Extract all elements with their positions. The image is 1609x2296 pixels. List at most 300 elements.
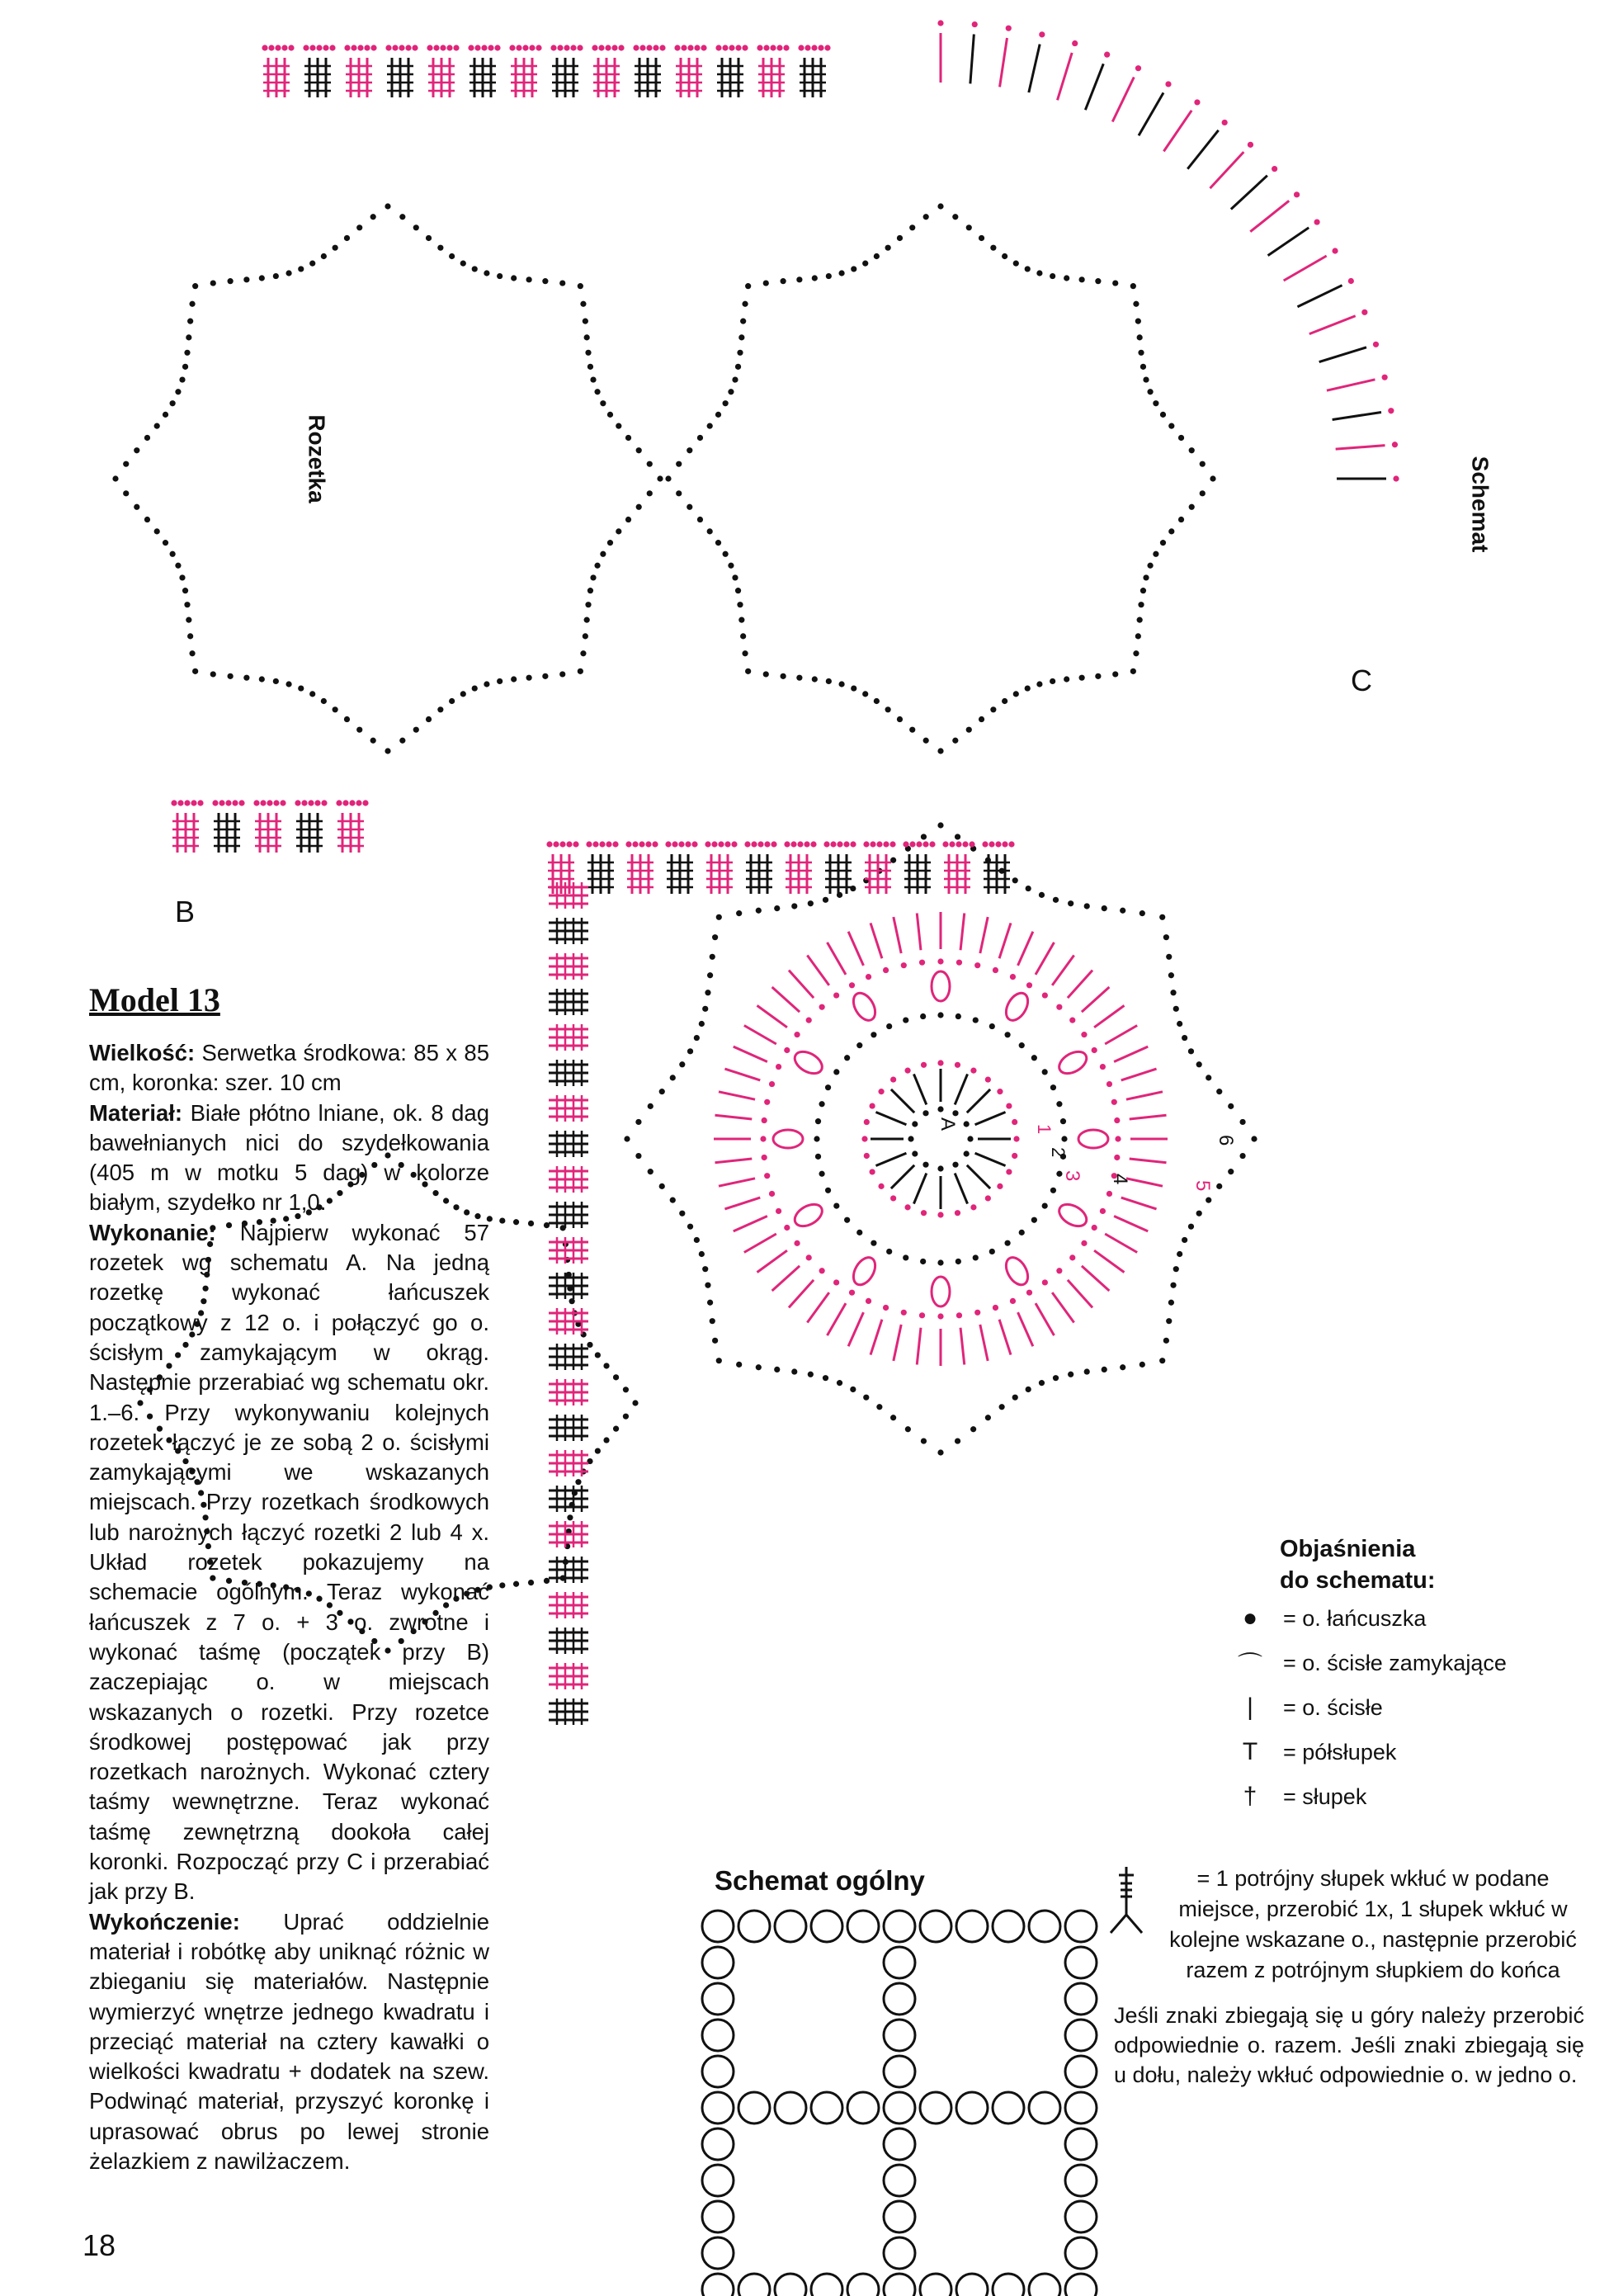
execution-paragraph [89, 1218, 489, 1907]
chain-dot [1163, 1338, 1169, 1344]
chain-dot [1222, 120, 1228, 125]
chain-dot [921, 1210, 927, 1216]
chain-dot [1006, 1169, 1012, 1174]
chain-dot [955, 1062, 960, 1068]
chain-dot [705, 1283, 710, 1288]
stitch-mark [917, 1328, 921, 1365]
chain-dot [1010, 1298, 1016, 1304]
chain-dot [238, 800, 244, 805]
legend-title [1280, 1533, 1580, 1596]
chain-dot [1102, 1367, 1107, 1372]
chain-dot [1100, 1208, 1106, 1214]
rosette-circle [1065, 1947, 1097, 1978]
chain-dot [437, 245, 443, 251]
legend-row-slip [1234, 1641, 1580, 1685]
rosette-circle [702, 2020, 734, 2051]
chain-dot [189, 301, 195, 307]
chain-dot [585, 602, 591, 607]
stitch-mark [913, 1074, 926, 1104]
chain-dot [985, 1195, 991, 1201]
chain-dot [1206, 1198, 1211, 1203]
stitch-mark [1068, 1280, 1092, 1307]
chain-dot [607, 412, 613, 418]
chain-dot [1159, 1358, 1165, 1363]
chain-dot [687, 447, 692, 453]
chain-dot [370, 45, 376, 50]
chain-dot [955, 1259, 961, 1264]
chain-dot [856, 1230, 862, 1235]
stitch-mark [1187, 130, 1218, 169]
chain-dot [426, 716, 432, 722]
chain-dot [1114, 1117, 1120, 1123]
chain-dot [295, 800, 300, 805]
chain-dot [267, 800, 272, 805]
stitch-mark [1336, 446, 1385, 449]
chain-dot [874, 253, 880, 259]
chain-dot [460, 691, 466, 697]
chain-dot [878, 1089, 884, 1094]
chain-dot [580, 301, 586, 307]
chain-dot [937, 1060, 943, 1065]
chain-dot [351, 45, 356, 50]
chain-dot [1004, 1032, 1010, 1037]
chain-dot [969, 841, 974, 847]
legend-row-half-double [1234, 1730, 1580, 1774]
stitch-mark [789, 1280, 814, 1307]
chain-dot [522, 45, 528, 50]
chain-dot [676, 461, 682, 467]
chain-dot [1092, 1225, 1097, 1231]
chain-dot [595, 1352, 601, 1358]
chain-dot [757, 841, 763, 847]
chain-dot [833, 1069, 839, 1075]
rosette-circle [811, 1911, 842, 1942]
chain-dot [1042, 1069, 1048, 1075]
chain-dot [724, 841, 730, 847]
chain-dot [937, 1449, 943, 1455]
chain-dot [1393, 475, 1399, 481]
chain-dot [798, 45, 804, 50]
rosette-circle [956, 2092, 988, 2124]
chain-dot [794, 1240, 800, 1246]
chain-dot [797, 841, 803, 847]
chain-dot [912, 1150, 918, 1156]
chain-dot [179, 376, 185, 382]
chain-dot [870, 1169, 875, 1174]
chain-dot [722, 45, 728, 50]
rosette-circle [811, 2092, 842, 2124]
chain-dot [942, 841, 948, 847]
chain-dot [864, 1153, 870, 1159]
chain-dot [392, 45, 398, 50]
chain-dot [912, 1121, 918, 1127]
chain-dot [481, 45, 487, 50]
chain-dot [536, 45, 541, 50]
chain-dot [819, 1004, 825, 1010]
chain-dot [665, 475, 671, 481]
chain-dot [979, 235, 984, 241]
chain-dot [985, 1415, 991, 1420]
chain-dot [323, 45, 328, 50]
chain-dot [1182, 1035, 1187, 1041]
chain-dot [833, 992, 839, 998]
chain-dot [718, 841, 724, 847]
chain-dot [715, 45, 721, 50]
chain-dot [1026, 982, 1032, 988]
chain-dot [921, 834, 927, 839]
chain-dot [740, 319, 746, 324]
chain-dot [192, 668, 198, 674]
stitch-mark [1018, 1312, 1033, 1346]
chain-dot [889, 841, 895, 847]
chain-dot [175, 389, 181, 394]
slip-stitch-closing-icon: ⌒ [1238, 1652, 1262, 1679]
stitch-mark [734, 1046, 767, 1061]
chain-dot [997, 1089, 1003, 1094]
chain-dot [909, 727, 915, 733]
chain-dot [757, 45, 762, 50]
chain-dot [1039, 31, 1045, 37]
chain-dot [399, 214, 405, 220]
stitch-mark [1029, 45, 1040, 92]
chain-dot [843, 841, 849, 847]
chain-dot [742, 45, 748, 50]
chain-dot [1182, 1237, 1187, 1243]
chain-dot [301, 800, 307, 805]
chain-dot [791, 903, 797, 909]
chain-dot [468, 45, 474, 50]
rosette-motif-a [714, 912, 1168, 1366]
chain-dot [729, 45, 734, 50]
chain-dot [171, 800, 177, 805]
chain-dot [825, 1188, 831, 1193]
chain-dot [1135, 633, 1141, 639]
chain-dot [542, 673, 548, 679]
chain-dot [1143, 574, 1149, 580]
chain-dot [876, 1404, 882, 1410]
chain-dot [1012, 877, 1018, 883]
chain-dot [784, 1047, 790, 1053]
chain-dot [1010, 974, 1016, 980]
chain-dot [163, 412, 168, 418]
chain-dot [970, 1068, 976, 1074]
chain-dot [990, 706, 996, 712]
chain-dot [810, 841, 816, 847]
chain-dot [484, 681, 489, 687]
chain-dot [883, 841, 889, 847]
chain-dot [760, 1136, 766, 1141]
chain-dot [916, 841, 922, 847]
chain-dot [922, 841, 928, 847]
chain-dot [697, 435, 703, 441]
stitch-mark [1126, 1092, 1163, 1099]
chain-dot [1012, 1119, 1017, 1125]
chain-dot [569, 1298, 575, 1304]
chain-dot [769, 1191, 775, 1197]
rosette-circle [738, 1911, 770, 1942]
stitch-mark [1139, 92, 1163, 135]
chain-dot [511, 676, 517, 682]
chain-dot [1111, 1099, 1117, 1105]
chain-dot [1095, 278, 1101, 284]
chain-dot [210, 671, 216, 677]
chain-dot [1166, 1318, 1172, 1324]
chain-dot [553, 841, 559, 847]
chain-dot [830, 841, 836, 847]
chain-dot [526, 276, 532, 282]
stitch-mark [1250, 201, 1289, 231]
chain-dot [883, 967, 889, 973]
rozetka-label: Rozetka [304, 414, 330, 503]
chain-dot [776, 1208, 781, 1214]
chain-dot [623, 1387, 629, 1392]
chain-dot [1102, 905, 1107, 911]
chain-dot [712, 1338, 718, 1344]
stitch-mark [891, 1165, 914, 1188]
chain-dot [904, 1204, 910, 1210]
chain-dot [745, 668, 751, 674]
chain-dot [833, 1202, 839, 1208]
chain-dot [1194, 99, 1200, 105]
stitch-mark [848, 932, 863, 966]
rosette-circle [702, 2092, 734, 2124]
chain-dot [1228, 1169, 1234, 1174]
chain-dot [399, 738, 405, 744]
chain-dot [1064, 676, 1069, 682]
chain-dot [728, 563, 734, 569]
chain-dot [763, 45, 769, 50]
chain-dot [890, 1195, 896, 1201]
chain-dot [1135, 319, 1141, 324]
chain-dot [955, 1438, 960, 1443]
chain-dot [905, 1426, 911, 1432]
chain-dot [707, 972, 713, 978]
rosette-circle [956, 2274, 988, 2296]
chain-dot [967, 1136, 973, 1141]
chain-dot [575, 1479, 581, 1485]
chain-dot [1140, 364, 1146, 370]
chain-dot [253, 800, 259, 805]
petal-mark [773, 1130, 803, 1148]
chain-dot [702, 1266, 708, 1272]
chain-dot [243, 276, 249, 282]
chain-dot [578, 283, 583, 289]
chain-dot [885, 245, 891, 251]
stitch-mark [891, 1089, 914, 1113]
stitch-mark [1036, 942, 1055, 975]
chain-dot [1039, 892, 1045, 898]
chain-dot [784, 1225, 790, 1231]
petal-mark [1002, 1254, 1032, 1288]
chain-dot [1361, 309, 1367, 315]
legend-title-line2: do schematu: [1280, 1567, 1436, 1594]
chain-dot [764, 1099, 770, 1105]
chain-dot [710, 1318, 715, 1324]
chain-dot [1147, 563, 1153, 569]
chain-dot [1166, 954, 1172, 960]
legend-row-single [1234, 1685, 1580, 1730]
chain-dot [333, 245, 338, 251]
chain-dot [636, 504, 642, 510]
chain-dot [586, 841, 592, 847]
chain-dot [762, 1117, 767, 1123]
chain-dot [1025, 266, 1031, 272]
chain-dot [871, 1240, 876, 1246]
stitch-mark [757, 1250, 787, 1272]
chain-dot [1170, 990, 1176, 995]
chain-dot [966, 224, 972, 230]
execution-text: Najpierw wykonać 57 rozetek wg schematu A. Na jedną rozetkę wykonać łańcuszek początkowy z 12 o. i połączyć go o. ścisłym zamykającym w okrąg. Następnie przerabiać wg schematu okr. 1.–6. Przy wykonywaniu kolejnych rozetek łączyć je ze sobą 2 o. ścisłymi zamykającymi we wskazanych miejscach. Przy rozetkach środkowych lub narożnych łączyć rozetki 2 lub 4 x. Układ rozetek pokazujemy na schemacie ogólnym. Teraz wykonać łańcuszek z 7 o. + 3 o. zwrotne i wykonać taśmę (początek przy B) zaczepiając o. w miejscach wskazanych o rozetki. Przy rozetce środkowej postępować jak przy rozetkach narożnych. Wykonać cztery taśmy wewnętrzne. Teraz wykonać taśmę zewnętrzną dookoła całej koronki. Rozpocząć przy C i przerabiać jak przy B. [89, 1219, 489, 1905]
chain-dot [559, 671, 565, 677]
chain-dot [903, 1017, 908, 1023]
rosette-circle [920, 1911, 951, 1942]
chain-dot [744, 841, 750, 847]
chain-dot [648, 1169, 654, 1174]
chain-dot [585, 350, 591, 356]
chain-dot [134, 504, 139, 510]
rosette-circle [1029, 2092, 1060, 2124]
chain-dot [546, 841, 552, 847]
chain-dot [921, 1062, 927, 1068]
rosette-circle [775, 2274, 806, 2296]
chain-dot [897, 235, 903, 241]
chain-dot [187, 319, 193, 324]
size-paragraph [89, 1038, 489, 1098]
chain-dot [488, 45, 493, 50]
chain-dot [1072, 40, 1078, 46]
chain-dot [1137, 334, 1143, 340]
chain-dot [763, 671, 769, 677]
chain-dot [259, 275, 265, 281]
chain-dot [878, 1183, 884, 1189]
chain-dot [170, 551, 176, 557]
chain-dot [513, 1581, 519, 1587]
stitch-mark [975, 1112, 1006, 1124]
chain-dot [1177, 1021, 1182, 1027]
rosette-circle [811, 2274, 842, 2296]
rosette-circle [1065, 2201, 1097, 2232]
chain-dot [509, 45, 515, 50]
chain-dot [955, 834, 960, 839]
chain-dot [590, 376, 596, 382]
chain-dot [966, 727, 972, 733]
chain-dot [578, 668, 583, 674]
chain-dot [1026, 1387, 1031, 1392]
chain-dot [1006, 1103, 1012, 1108]
rosette-circle [702, 2165, 734, 2196]
rosette-circle [702, 1983, 734, 2015]
chain-dot [511, 275, 517, 281]
chain-dot [154, 423, 160, 429]
chain-dot [268, 45, 274, 50]
chain-dot [974, 1310, 980, 1316]
rosette-circle [1065, 2056, 1097, 2087]
chain-dot [1019, 1042, 1025, 1048]
chain-dot [567, 1514, 573, 1520]
chain-dot [557, 45, 563, 50]
chain-dot [937, 958, 943, 964]
chain-dot [453, 45, 459, 50]
rosette-circle [1065, 2020, 1097, 2051]
chain-dot [1206, 1075, 1211, 1080]
chain-dot [901, 962, 907, 968]
chain-dot [756, 908, 762, 914]
chain-dot [1092, 1047, 1097, 1053]
rosette-circle [1029, 1911, 1060, 1942]
chain-dot [497, 678, 503, 684]
stitch-mark [1000, 38, 1007, 87]
chain-dot [1133, 650, 1139, 656]
chain-dot [189, 650, 195, 656]
chain-dot [962, 841, 968, 847]
chain-dot [1159, 914, 1165, 920]
stitch-mark [772, 1266, 800, 1291]
chain-dot [1100, 1064, 1106, 1070]
legend-title-line1: Objaśnienia [1280, 1536, 1416, 1562]
chain-dot [850, 841, 856, 847]
stitch-mark [960, 1328, 965, 1365]
chain-dot [1239, 1153, 1245, 1159]
rosette-circle [993, 2274, 1024, 2296]
petal-mark [1002, 990, 1032, 1024]
chain-dot [273, 678, 279, 684]
chain-dot [1130, 668, 1136, 674]
chain-dot [497, 273, 503, 279]
chain-dot [674, 45, 680, 50]
chain-dot [1314, 219, 1319, 224]
chain-dot [184, 602, 190, 607]
rosette-circle [738, 2092, 770, 2124]
chain-dot [1138, 602, 1144, 607]
chain-dot [1153, 551, 1158, 557]
chain-dot [903, 841, 908, 847]
chain-dot [937, 822, 943, 828]
chain-dot [862, 691, 868, 697]
chain-dot [1042, 1279, 1048, 1285]
stitch-mark [1327, 380, 1375, 390]
chain-dot [1039, 1380, 1045, 1386]
chain-dot [844, 1217, 850, 1223]
chain-dot [1053, 1375, 1059, 1381]
chain-dot [225, 800, 231, 805]
rosette-circle [1065, 1911, 1097, 1942]
petal-mark [791, 1047, 826, 1078]
chain-dot [1138, 350, 1144, 356]
rosette-circle [1065, 2092, 1097, 2124]
chain-dot [1140, 910, 1145, 916]
material-paragraph [89, 1098, 489, 1218]
chain-dot [694, 1035, 700, 1041]
chain-dot [886, 1023, 892, 1029]
chain-dot [179, 574, 185, 580]
chain-dot [701, 45, 706, 50]
chain-dot [659, 1089, 665, 1094]
stitch-mark [1297, 286, 1342, 307]
stitch-mark [1130, 1159, 1167, 1163]
chain-dot [952, 1162, 958, 1168]
chain-dot [989, 841, 994, 847]
chain-dot [316, 45, 322, 50]
chain-dot [653, 45, 658, 50]
chain-dot [920, 1013, 926, 1019]
chain-dot [723, 551, 729, 557]
chain-dot [1068, 1372, 1073, 1377]
chain-dot [849, 982, 855, 988]
chain-dot [636, 447, 642, 453]
rosette-circle [884, 1947, 915, 1978]
chain-dot [862, 261, 868, 267]
chain-dot [472, 266, 478, 272]
